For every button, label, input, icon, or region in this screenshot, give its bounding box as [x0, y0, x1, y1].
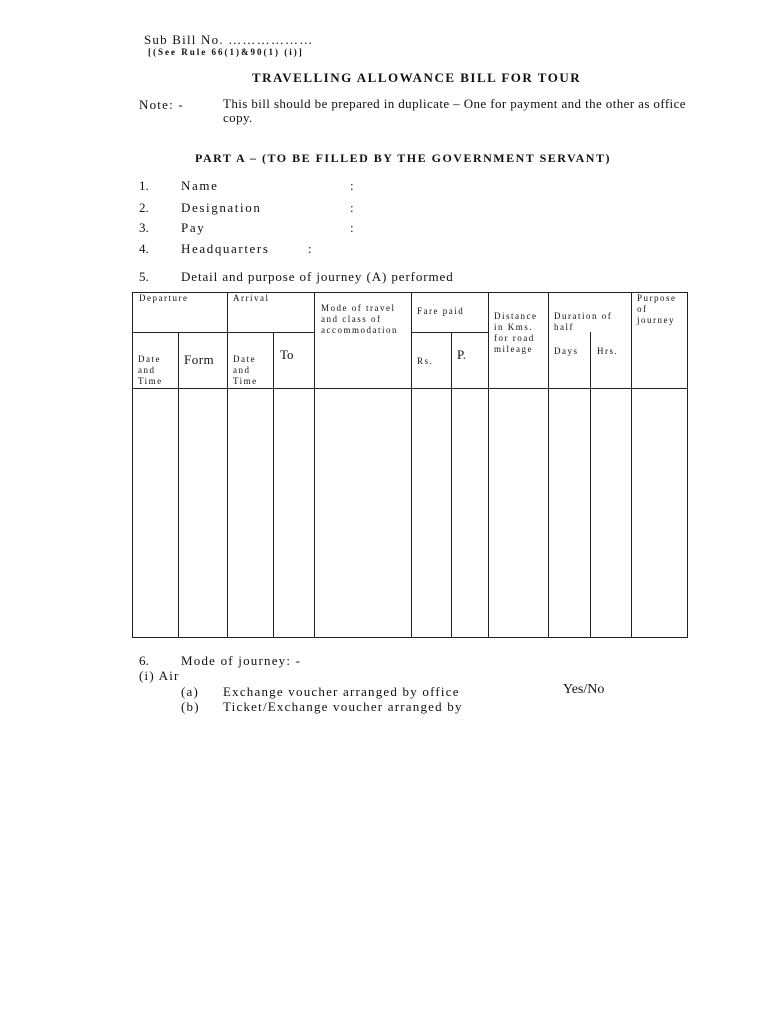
header-distance: Distance in Kms. for road mileage: [494, 311, 538, 354]
option-a-text: Exchange voucher arranged by office: [223, 684, 460, 699]
field-number: 2.: [139, 200, 149, 215]
note-text: This bill should be prepared in duplicate – One for payment and the other as office copy.: [223, 96, 686, 125]
field-label-name: Name: [181, 178, 219, 193]
header-arrival-date-time: Date and Time: [233, 354, 258, 386]
yes-no-choice: Yes/No: [563, 682, 605, 697]
field-number: 1.: [139, 178, 149, 193]
option-b-label: (b): [181, 699, 200, 714]
rule-reference: [(See Rule 66(1)&90(1) (i)]: [148, 47, 304, 57]
header-purpose: Purpose of journey: [637, 293, 677, 325]
header-departure: Departure: [139, 293, 189, 303]
journey-table: [132, 292, 688, 638]
field-label-pay: Pay: [181, 220, 206, 235]
sub-bill-number: Sub Bill No. ………………: [144, 32, 314, 47]
header-fare-paise: P.: [457, 347, 467, 362]
field-number: 3.: [139, 220, 149, 235]
header-departure-date-time: Date and Time: [138, 354, 163, 386]
header-mode-of-travel: Mode of travel and class of accommodation: [321, 303, 398, 335]
part-a-heading: PART A – (TO BE FILLED BY THE GOVERNMENT SERVANT): [195, 151, 611, 165]
header-fare-paid: Fare paid: [417, 306, 465, 316]
header-departure-form: Form: [184, 352, 215, 367]
page-title: TRAVELLING ALLOWANCE BILL FOR TOUR: [252, 70, 582, 85]
header-duration: Duration of half: [554, 311, 613, 332]
field-number: 4.: [139, 241, 149, 256]
mode-air-label: (i) Air: [139, 668, 180, 683]
field-colon: :: [308, 241, 312, 256]
header-arrival-to: To: [280, 347, 294, 362]
header-fare-rupees: Rs.: [417, 356, 434, 366]
header-duration-hours: Hrs.: [597, 346, 619, 356]
field-colon: :: [350, 200, 354, 215]
field-colon: :: [350, 178, 354, 193]
section-6-number: 6.: [139, 653, 149, 668]
option-b-text: Ticket/Exchange voucher arranged by: [223, 699, 463, 714]
header-arrival: Arrival: [233, 293, 270, 303]
field-label-journey-detail: Detail and purpose of journey (A) performed: [181, 269, 454, 284]
section-6-label: Mode of journey: -: [181, 653, 302, 668]
option-a-label: (a): [181, 684, 200, 699]
field-label-headquarters: Headquarters: [181, 241, 270, 256]
note-label: Note: -: [139, 97, 184, 112]
field-colon: :: [350, 220, 354, 235]
field-number: 5.: [139, 269, 149, 284]
field-label-designation: Designation: [181, 200, 262, 215]
header-duration-days: Days: [554, 346, 579, 356]
table-grid: [132, 292, 688, 638]
